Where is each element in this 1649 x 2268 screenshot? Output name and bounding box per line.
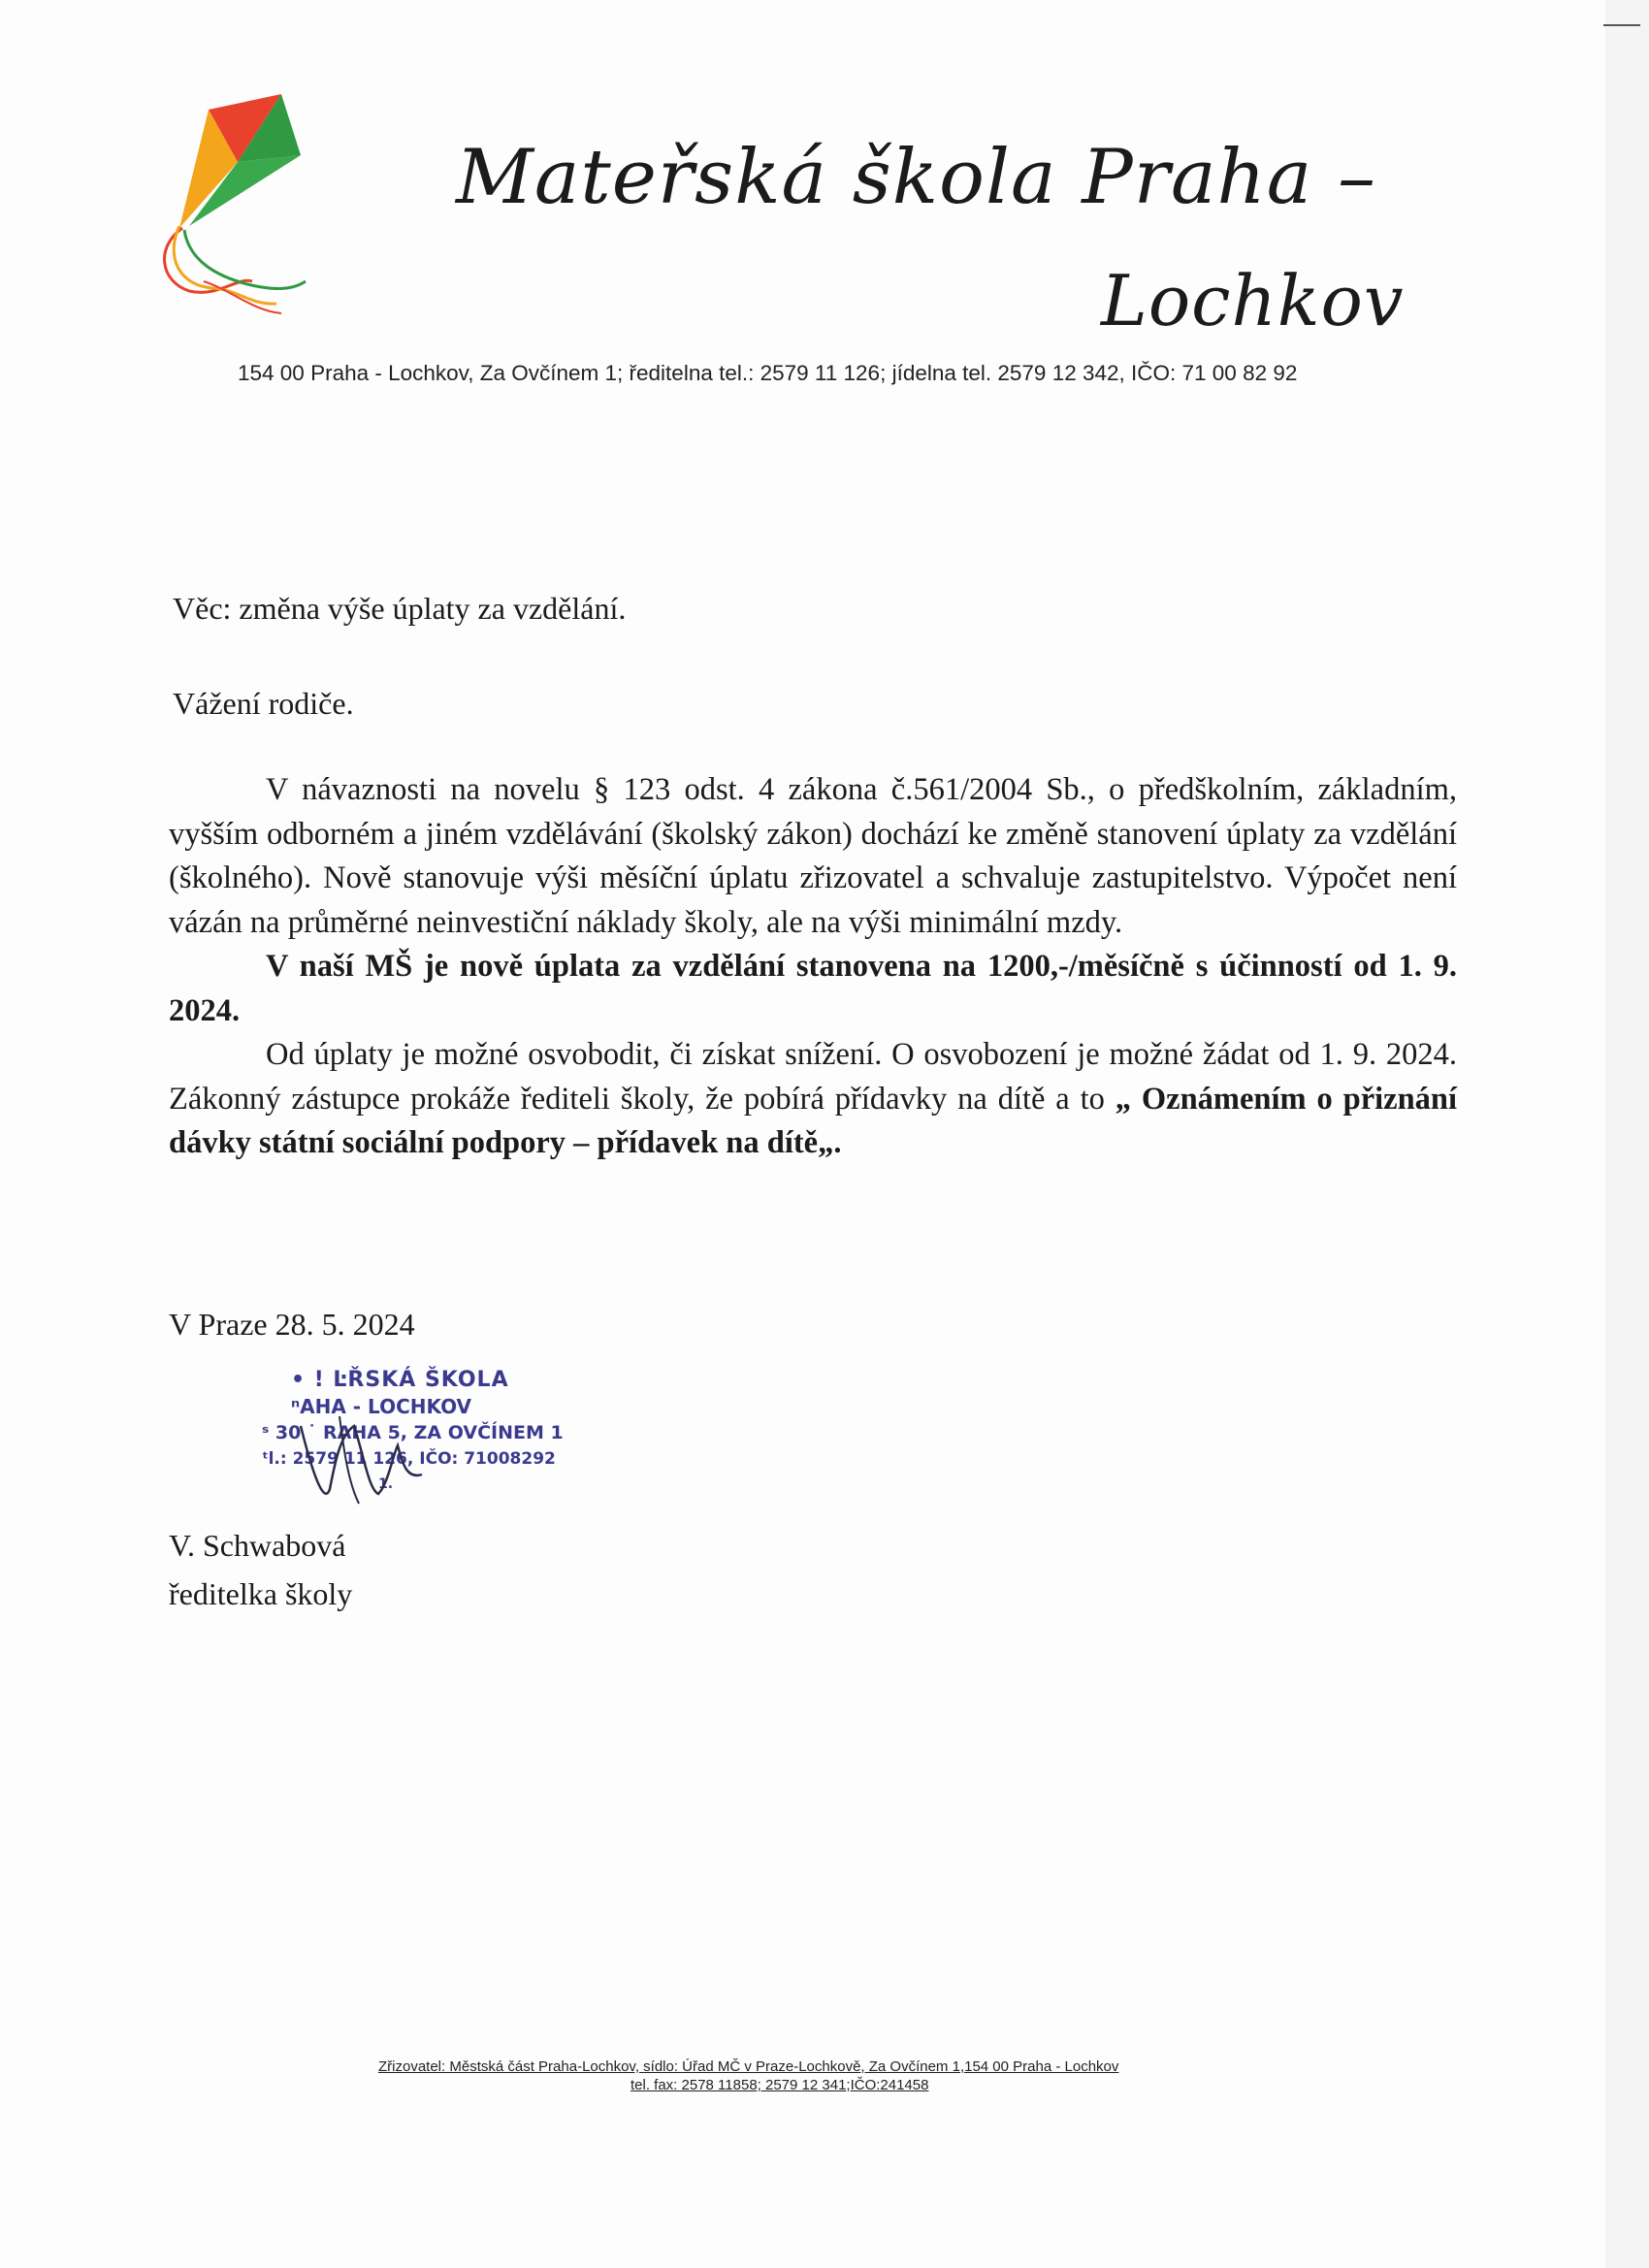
letter-salutation: Vážení rodiče. <box>173 686 354 721</box>
paragraph-exemption <box>169 1033 1457 1166</box>
stamp-line: • ! ĿŘSKÁ ŠKOLA <box>291 1368 509 1392</box>
kite-icon <box>146 82 354 320</box>
stamp-line: ᵗl.: 2579 11 126, IČO: 71008292 <box>262 1449 556 1469</box>
letter-subject: Věc: změna výše úplaty za vzdělání. <box>173 591 627 626</box>
letter-body <box>169 768 1457 1166</box>
footer-founder: Zřizovatel: Městská část Praha-Lochkov, sídlo: Úřad MČ v Praze-Lochkově, Za Ovčínem 1,154 00 Praha - Lochkov <box>378 2058 1119 2075</box>
paragraph-fee-amount: V naší MŠ je nově úplata za vzdělání stanovena na 1200,-/měsíčně s účinností od 1. 9. 2024. <box>169 949 1457 1028</box>
school-name-line2: Lochkov <box>1101 260 1405 341</box>
scan-edge-mark <box>1603 24 1640 26</box>
paragraph-law-change: V návaznosti na novelu § 123 odst. 4 zákona č.561/2004 Sb., o předškolním, základním, vyšším odborném a jiném vzdělávání (školský zákon) dochází ke změně stanovení úplaty za vzdělání (školného). Nově stanovuje výši měsíční úplatu zřizovatel a schvaluje zastupitelstvo. Výpočet není vázán na průměrné neinvestiční náklady školy, ale na výši minimální mzdy. <box>169 772 1457 940</box>
exemption-document-name: „ Oznámením o přiznání dávky státní sociální podpory – přídavek na dítě„. <box>169 1081 1457 1160</box>
letterhead-contact: 154 00 Praha - Lochkov, Za Ovčínem 1; ředitelna tel.: 2579 11 126; jídelna tel. 2579 12 342, IČO: 71 00 82 92 <box>238 361 1298 385</box>
stamp-line: ˢ 30 ˙ RAHA 5, ZA OVČÍNEM 1 <box>262 1422 564 1443</box>
letter-date: V Praze 28. 5. 2024 <box>169 1307 415 1342</box>
stamp-line: ⁿAHA - LOCHKOV <box>291 1395 472 1418</box>
school-name-line1: Mateřská škola Praha – <box>456 134 1377 221</box>
signer-name: V. Schwabová <box>169 1528 346 1563</box>
footer-contact: tel. fax: 2578 11858; 2579 12 341;IČO:241458 <box>630 2077 929 2093</box>
exemption-text: Od úplaty je možné osvobodit, či získat snížení. O osvobození je možné žádat od 1. 9. 2024. Zákonný zástupce prokáže řediteli školy, že pobírá přídavky na dítě a to <box>169 1037 1457 1117</box>
stamp-line: 1. <box>378 1476 394 1492</box>
signer-role: ředitelka školy <box>169 1576 353 1611</box>
handwritten-signature <box>281 1397 446 1513</box>
scan-edge <box>1605 0 1649 2268</box>
